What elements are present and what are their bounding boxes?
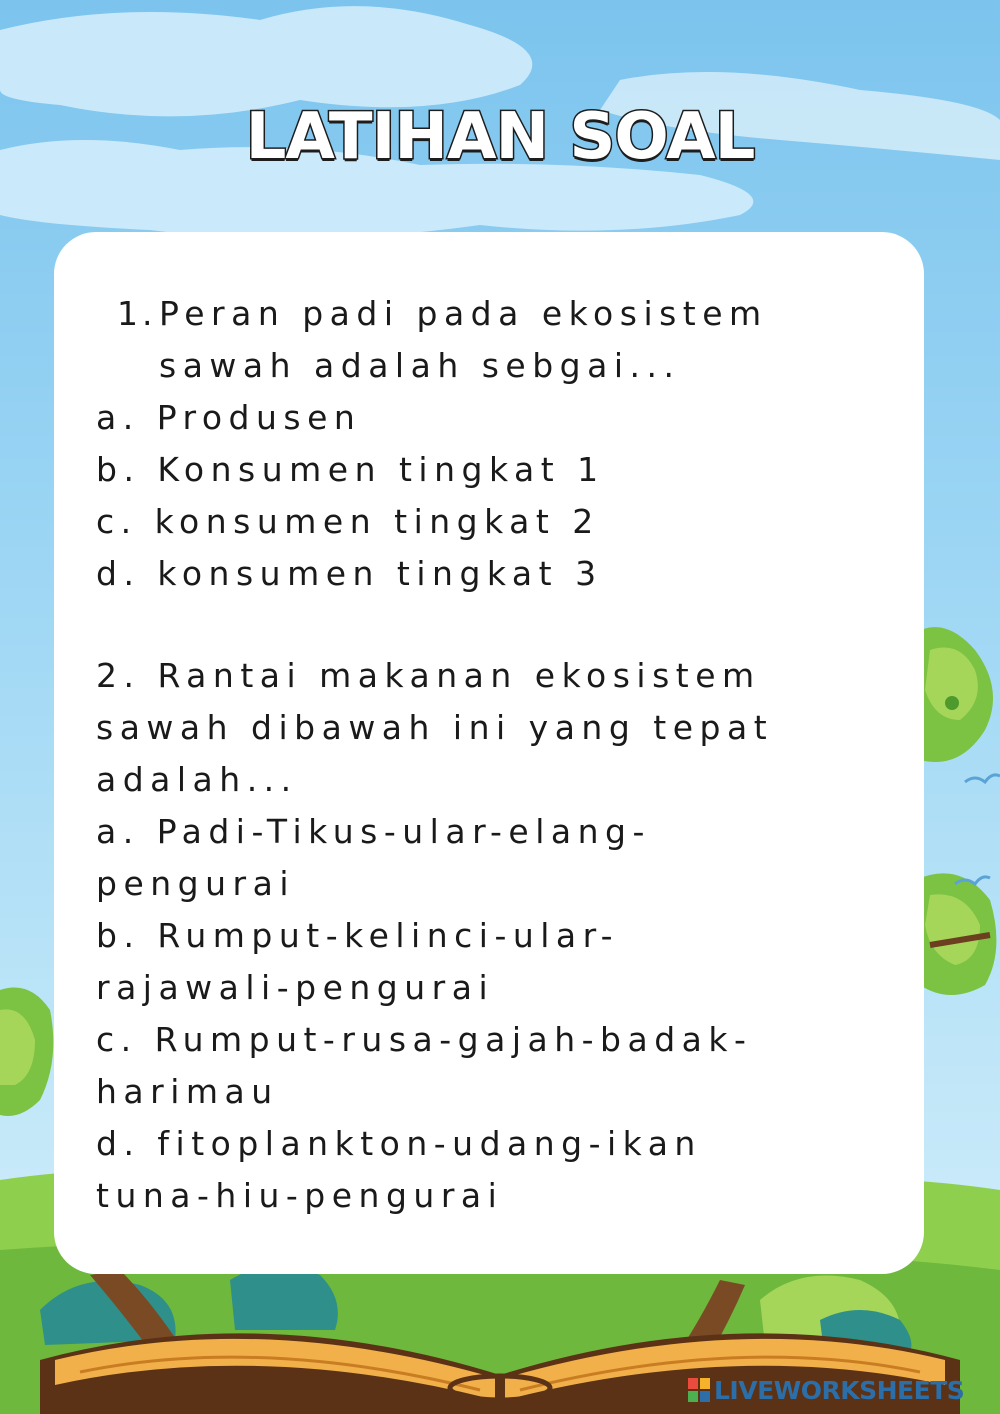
question-1-option-a: a. Produsen: [96, 398, 362, 437]
page-title: LATIHAN SOAL: [245, 100, 755, 174]
liveworksheets-logo-icon: [688, 1378, 710, 1402]
question-2-prompt-line-2: sawah dibawah ini yang tepat: [96, 708, 774, 747]
question-2-option-a-line-1: a. Padi-Tikus-ular-elang-: [96, 812, 651, 851]
question-1-option-d: d. konsumen tingkat 3: [96, 554, 603, 593]
question-2-option-a-line-2: pengurai: [96, 864, 295, 903]
question-1-prompt-line-2: sawah adalah sebgai...: [159, 346, 681, 385]
birds: [955, 775, 1000, 884]
question-2-option-b-line-2: rajawali-pengurai: [96, 968, 495, 1007]
tree-left: [0, 988, 53, 1117]
question-card: [54, 232, 924, 1274]
question-1-number: 1.: [117, 294, 157, 333]
brand-text: LIVEWORKSHEETS: [714, 1375, 965, 1405]
liveworksheets-brand: [688, 1372, 988, 1408]
question-2-option-d-line-1: d. fitoplankton-udang-ikan: [96, 1124, 702, 1163]
tree-right-mid: [915, 873, 996, 995]
question-1-option-c: c. konsumen tingkat 2: [96, 502, 600, 541]
question-1-prompt-line-1: Peran padi pada ekosistem: [159, 294, 768, 333]
question-2-option-b-line-1: b. Rumput-kelinci-ular-: [96, 916, 620, 955]
question-2-option-c-line-1: c. Rumput-rusa-gajah-badak-: [96, 1020, 753, 1059]
question-2-prompt-line-3: adalah...: [96, 760, 298, 799]
question-2-prompt-line-1: 2. Rantai makanan ekosistem: [96, 656, 761, 695]
question-2-option-c-line-2: harimau: [96, 1072, 279, 1111]
question-2-option-d-line-2: tuna-hiu-pengurai: [96, 1176, 504, 1215]
question-1-option-b: b. Konsumen tingkat 1: [96, 450, 605, 489]
